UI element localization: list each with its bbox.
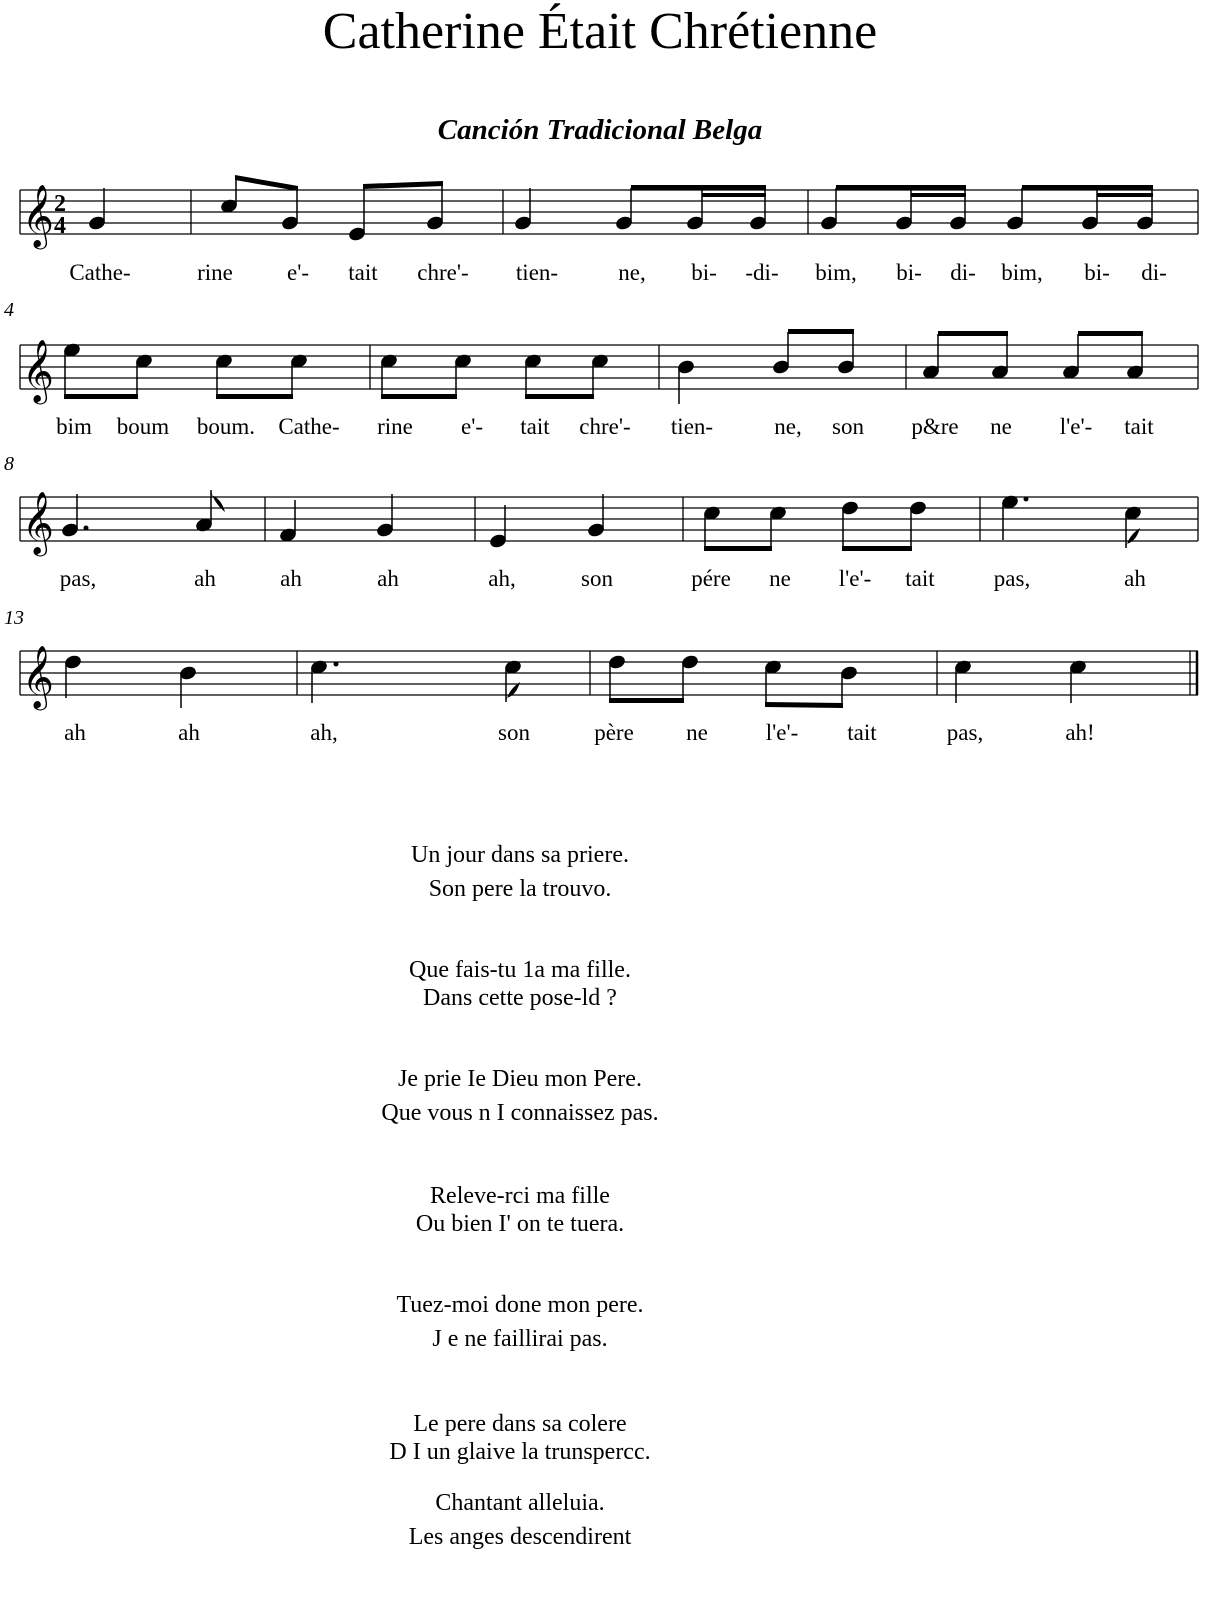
lyric-syllable: bim	[56, 414, 92, 439]
lyrics-system-1	[69, 260, 1166, 285]
verse-line: Releve-rci ma fille	[430, 1183, 610, 1209]
lyric-syllable: pas,	[59, 566, 97, 591]
music-score	[0, 150, 1220, 770]
lyric-syllable: tien-	[515, 260, 559, 285]
lyric-syllable: Cathe-	[278, 414, 340, 439]
lyric-syllable: l'e'-	[765, 720, 799, 745]
verse-line: Tuez-moi done mon pere.	[396, 1292, 644, 1318]
verse-line: Un jour dans sa priere.	[411, 842, 629, 868]
lyric-syllable: pas,	[946, 720, 984, 745]
staff-system-4	[4, 607, 1198, 745]
verse	[300, 1410, 740, 1466]
verse-line: Je prie Ie Dieu mon Pere.	[398, 1066, 642, 1092]
lyric-syllable: tait	[905, 566, 935, 591]
lyric-syllable: l'e'-	[838, 566, 872, 591]
lyric-syllable: ne	[769, 566, 791, 591]
time-signature-top: 2	[54, 191, 66, 217]
time-signature-bottom: 4	[54, 213, 66, 239]
verse-line: Ou bien I' on te tuera.	[415, 1211, 625, 1237]
lyric-syllable: ah	[280, 566, 302, 591]
lyric-syllable: Cathe-	[69, 260, 131, 285]
lyric-syllable: di-	[950, 260, 976, 285]
verse-line: Le pere dans sa colere	[413, 1411, 627, 1437]
verse	[300, 1288, 740, 1356]
lyric-syllable: bim,	[1001, 260, 1043, 285]
lyric-syllable: -di-	[745, 260, 779, 285]
verse	[300, 1062, 740, 1130]
verse-line: J e ne faillirai pas.	[432, 1326, 608, 1352]
lyric-syllable: ah,	[488, 566, 516, 591]
lyric-syllable: rine	[377, 414, 413, 439]
verse-line: Que fais-tu 1a ma fille.	[409, 957, 631, 983]
lyric-syllable: bi-	[1084, 260, 1110, 285]
lyric-syllable: pas,	[993, 566, 1031, 591]
lyric-syllable: chre'-	[579, 414, 631, 439]
lyrics-system-2	[56, 414, 1154, 439]
lyric-syllable: e'-	[286, 260, 310, 285]
treble-clef-icon: 𝄞	[22, 491, 54, 554]
lyric-syllable: son	[498, 720, 530, 745]
lyric-syllable: ah!	[1065, 720, 1095, 745]
treble-clef-icon: 𝄞	[22, 645, 54, 708]
lyric-syllable: père	[594, 720, 634, 745]
lyric-syllable: l'e'-	[1059, 414, 1093, 439]
treble-clef-icon: 𝄞	[22, 339, 54, 402]
song-title: Catherine Était Chrétienne	[322, 3, 878, 60]
lyric-syllable: p&re	[911, 414, 959, 439]
lyric-syllable: ah	[1124, 566, 1146, 591]
lyric-syllable: boum.	[196, 414, 256, 439]
lyric-syllable: chre'-	[417, 260, 469, 285]
staff-system-3	[4, 453, 1198, 591]
verse	[300, 838, 740, 906]
lyric-syllable: tait	[520, 414, 550, 439]
measure-number: 8	[4, 453, 14, 475]
verse-line: Les anges descendirent	[408, 1524, 632, 1550]
verse-line: D I un glaive la trunspercc.	[389, 1439, 651, 1465]
song-subtitle: Canción Tradicional Belga	[437, 114, 763, 146]
lyric-syllable: ne,	[618, 260, 646, 285]
lyric-syllable: ah	[194, 566, 216, 591]
lyric-syllable: ne	[990, 414, 1012, 439]
lyric-syllable: tait	[348, 260, 378, 285]
lyric-syllable: bi-	[896, 260, 922, 285]
lyric-syllable: ah	[178, 720, 200, 745]
lyric-syllable: bi-	[691, 260, 717, 285]
lyric-syllable: tait	[847, 720, 877, 745]
verse-line: Dans cette pose-ld ?	[423, 985, 617, 1011]
treble-clef-icon: 𝄞	[22, 184, 54, 247]
lyric-syllable: rine	[197, 260, 233, 285]
verse-line: Que vous n I connaissez pas.	[381, 1100, 659, 1126]
lyric-syllable: bim,	[815, 260, 857, 285]
lyrics-system-4	[64, 720, 1095, 745]
lyric-syllable: tait	[1124, 414, 1154, 439]
lyric-syllable: son	[832, 414, 864, 439]
verses	[300, 838, 740, 1554]
verse	[300, 956, 740, 1012]
lyrics-system-3	[60, 566, 1147, 591]
verse	[300, 1182, 740, 1238]
lyric-syllable: ne	[686, 720, 708, 745]
lyric-syllable: e'-	[460, 414, 484, 439]
lyric-syllable: ah	[377, 566, 399, 591]
staff-system-1	[20, 175, 1198, 285]
lyric-syllable: ah,	[310, 720, 338, 745]
lyric-syllable: tien-	[670, 414, 714, 439]
lyric-syllable: boum	[116, 414, 170, 439]
notes-system-1	[88, 175, 1154, 242]
lyric-syllable: pére	[691, 566, 731, 591]
measure-number: 4	[4, 299, 14, 321]
measure-number: 13	[4, 607, 24, 629]
verse-line: Son pere la trouvo.	[428, 876, 612, 902]
lyric-syllable: son	[581, 566, 613, 591]
lyric-syllable: ah	[64, 720, 86, 745]
verse	[300, 1486, 740, 1554]
verse-line: Chantant alleluia.	[435, 1490, 605, 1516]
staff-system-2	[4, 299, 1198, 439]
lyric-syllable: di-	[1141, 260, 1167, 285]
lyric-syllable: ne,	[774, 414, 802, 439]
